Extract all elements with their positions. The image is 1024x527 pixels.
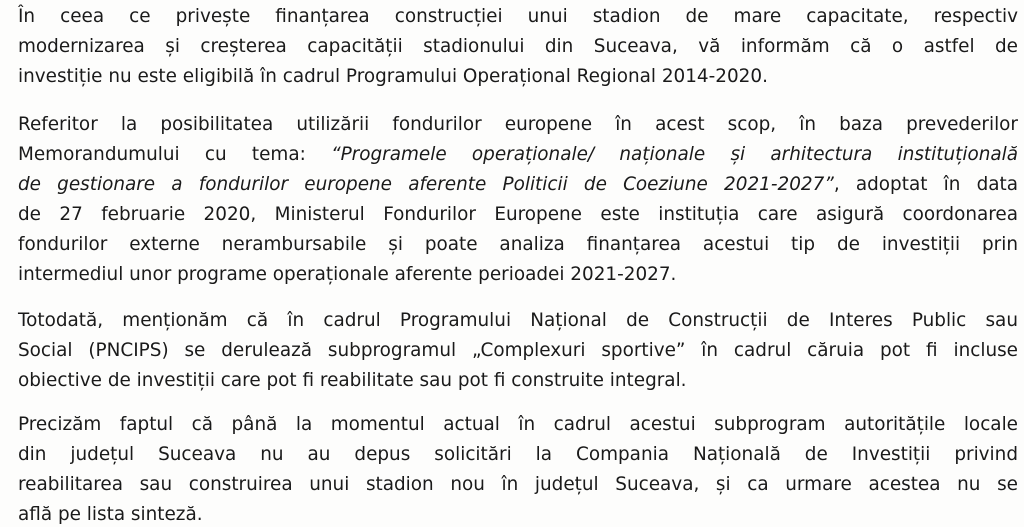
- text-line: Referitor la posibilitatea utilizării fondurilor europene în acest scop, în baza prevederilor: [18, 114, 1018, 135]
- text-line: Totodată, menționăm că în cadrul Programului Național de Construcții de Interes Public sau: [18, 310, 1018, 331]
- text-line: intermediul unor programe operaționale aferente perioadei 2021-2027.: [18, 264, 677, 285]
- text-line: obiective de investiții care pot fi reabilitate sau pot fi construite integral.: [18, 370, 687, 391]
- text-segment: , adoptat în data: [833, 174, 1018, 195]
- text-line: Precizăm faptul că până la momentul actual în cadrul acestui subprogram autoritățile locale: [18, 414, 1018, 435]
- memorandum-title-part-1: “Programele operaționale/ naționale și arhitectura instituțională: [331, 144, 1018, 165]
- text-segment: Memorandumului cu tema:: [18, 144, 332, 165]
- text-line: În ceea ce privește finanțarea construcției unui stadion de mare capacitate, respectiv: [18, 6, 1018, 27]
- paragraph-local-authorities: [18, 410, 1018, 527]
- text-line: [18, 170, 1018, 200]
- text-line: află pe lista sinteză.: [18, 504, 203, 525]
- text-line: modernizarea și creșterea capacității stadionului din Suceava, vă informăm că o astfel de: [18, 36, 1018, 57]
- text-line: [18, 140, 1018, 170]
- paragraph-stadium-financing: [18, 2, 1018, 92]
- text-line: din județul Suceava nu au depus solicitări la Compania Națională de Investiții privind: [18, 444, 1018, 465]
- text-line: de 27 februarie 2020, Ministerul Fondurilor Europene este instituția care asigură coordonarea: [18, 204, 1018, 225]
- text-line: reabilitarea sau construirea unui stadion nou în județul Suceava, și ca urmare acestea nu se: [18, 474, 1018, 495]
- paragraph-european-funds: [18, 110, 1018, 290]
- memorandum-title-part-2: de gestionare a fondurilor europene aferente Politicii de Coeziune 2021-2027”: [18, 174, 834, 195]
- text-line: fondurilor externe nerambursabile și poate analiza finanțarea acestui tip de investiții prin: [18, 234, 1018, 255]
- text-line: investiție nu este eligibilă în cadrul Programului Operațional Regional 2014-2020.: [18, 66, 768, 87]
- text-line: Social (PNCIPS) se derulează subprogramul „Complexuri sportive” în cadrul căruia pot fi incluse: [18, 340, 1018, 361]
- paragraph-pncips: [18, 306, 1018, 396]
